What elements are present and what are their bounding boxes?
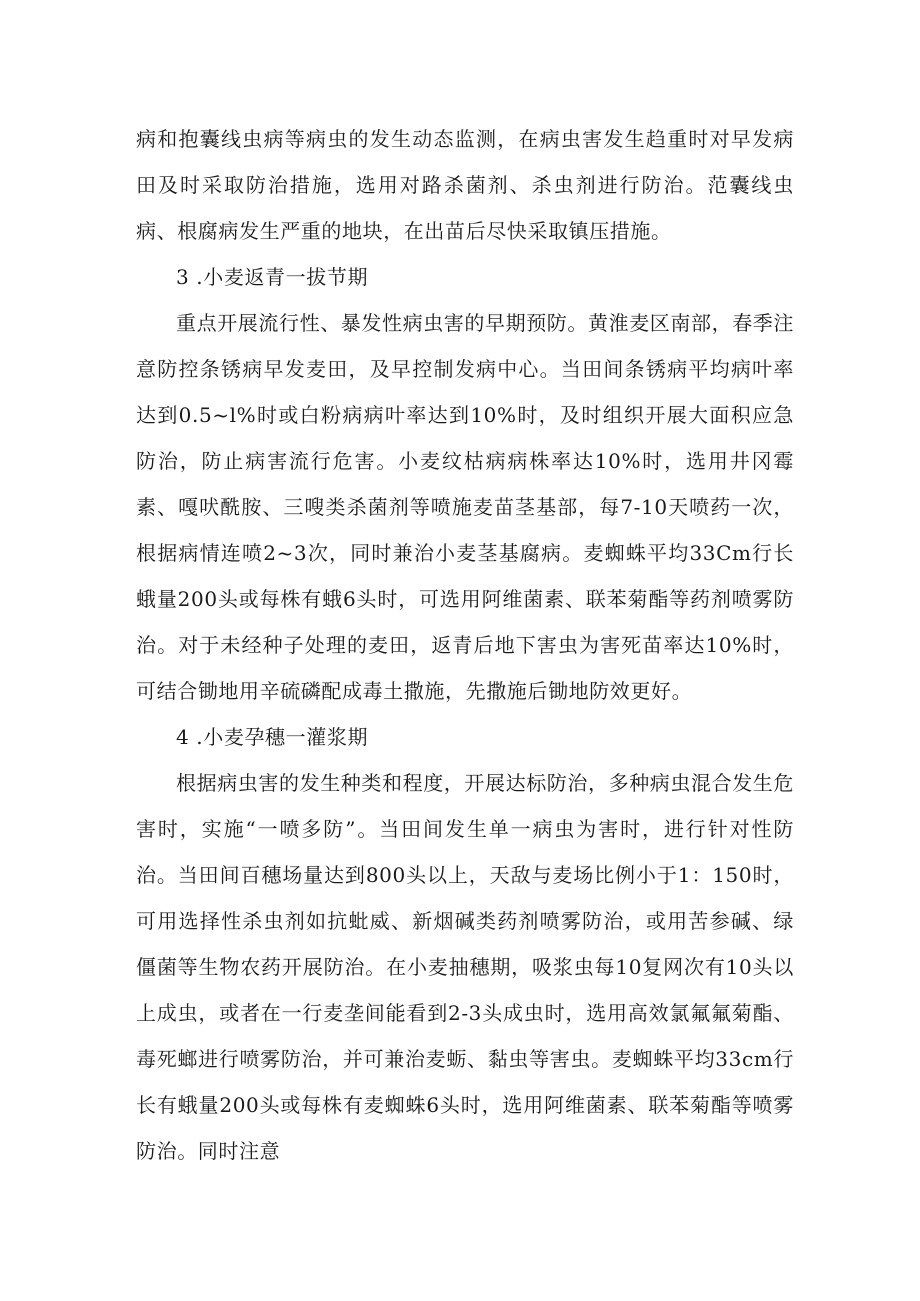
section-heading-booting-filling: 4 .小麦孕穗一灌浆期: [176, 725, 369, 749]
section-heading-greening-jointing: 3 .小麦返青一拔节期: [176, 265, 369, 289]
paragraph-booting-filling: 根据病虫害的发生种类和程度，开展达标防治，多种病虫混合发生危害时，实施“一喷多防”。当田间发生单一病虫为害时，进行针对性防治。当田间百穗场量达到800头以上，天敌与麦场比例小于1：150时，可用选择性杀虫剂如抗蚍威、新烟碱类药剂喷雾防治，或用苦参碱、绿僵菌等生物农药开展防治。在小麦抽穗期，吸浆虫每10复网次有10头以上成虫，或者在一行麦垄间能看到2-3头成虫时，选用高效氯氟氟菊酯、毒死螂进行喷雾防治，并可兼治麦蛎、黏虫等害虫。麦蜘蛛平均33cm行长有蛾量200头或每株有麦蜘蛛6头时，选用阿维菌素、联苯菊酯等喷雾防治。同时注意: [136, 771, 794, 1163]
paragraph-greening-jointing: 重点开展流行性、暴发性病虫害的早期预防。黄淮麦区南部，春季注意防控条锈病早发麦田，及早控制发病中心。当田间条锈病平均病叶率达到0.5~l%时或白粉病病叶率达到10%时，及时组织开展大面积应急防治，防止病害流行危害。小麦纹枯病病株率达10%时，选用井冈霉素、嘎吠酰胺、三嗖类杀菌剂等喷施麦苗茎基部，每7-10天喷药一次，根据病情连喷2~3次，同时兼治小麦茎基腐病。麦蜘蛛平均33Cm行长蛾量200头或每株有蛾6头时，可选用阿维菌素、联苯菊酯等药剂喷雾防治。对于未经种子处理的麦田，返青后地下害虫为害死苗率达10%时，可结合锄地用辛硫磷配成毒土撒施，先撒施后锄地防效更好。: [136, 311, 794, 703]
paragraph-pest-monitoring: 病和抱囊线虫病等病虫的发生动态监测，在病虫害发生趋重时对早发病田及时采取防治措施，选用对路杀菌剂、杀虫剂进行防治。范囊线虫病、根腐病发生严重的地块，在出苗后尽快采取镇压措施。: [136, 127, 794, 243]
